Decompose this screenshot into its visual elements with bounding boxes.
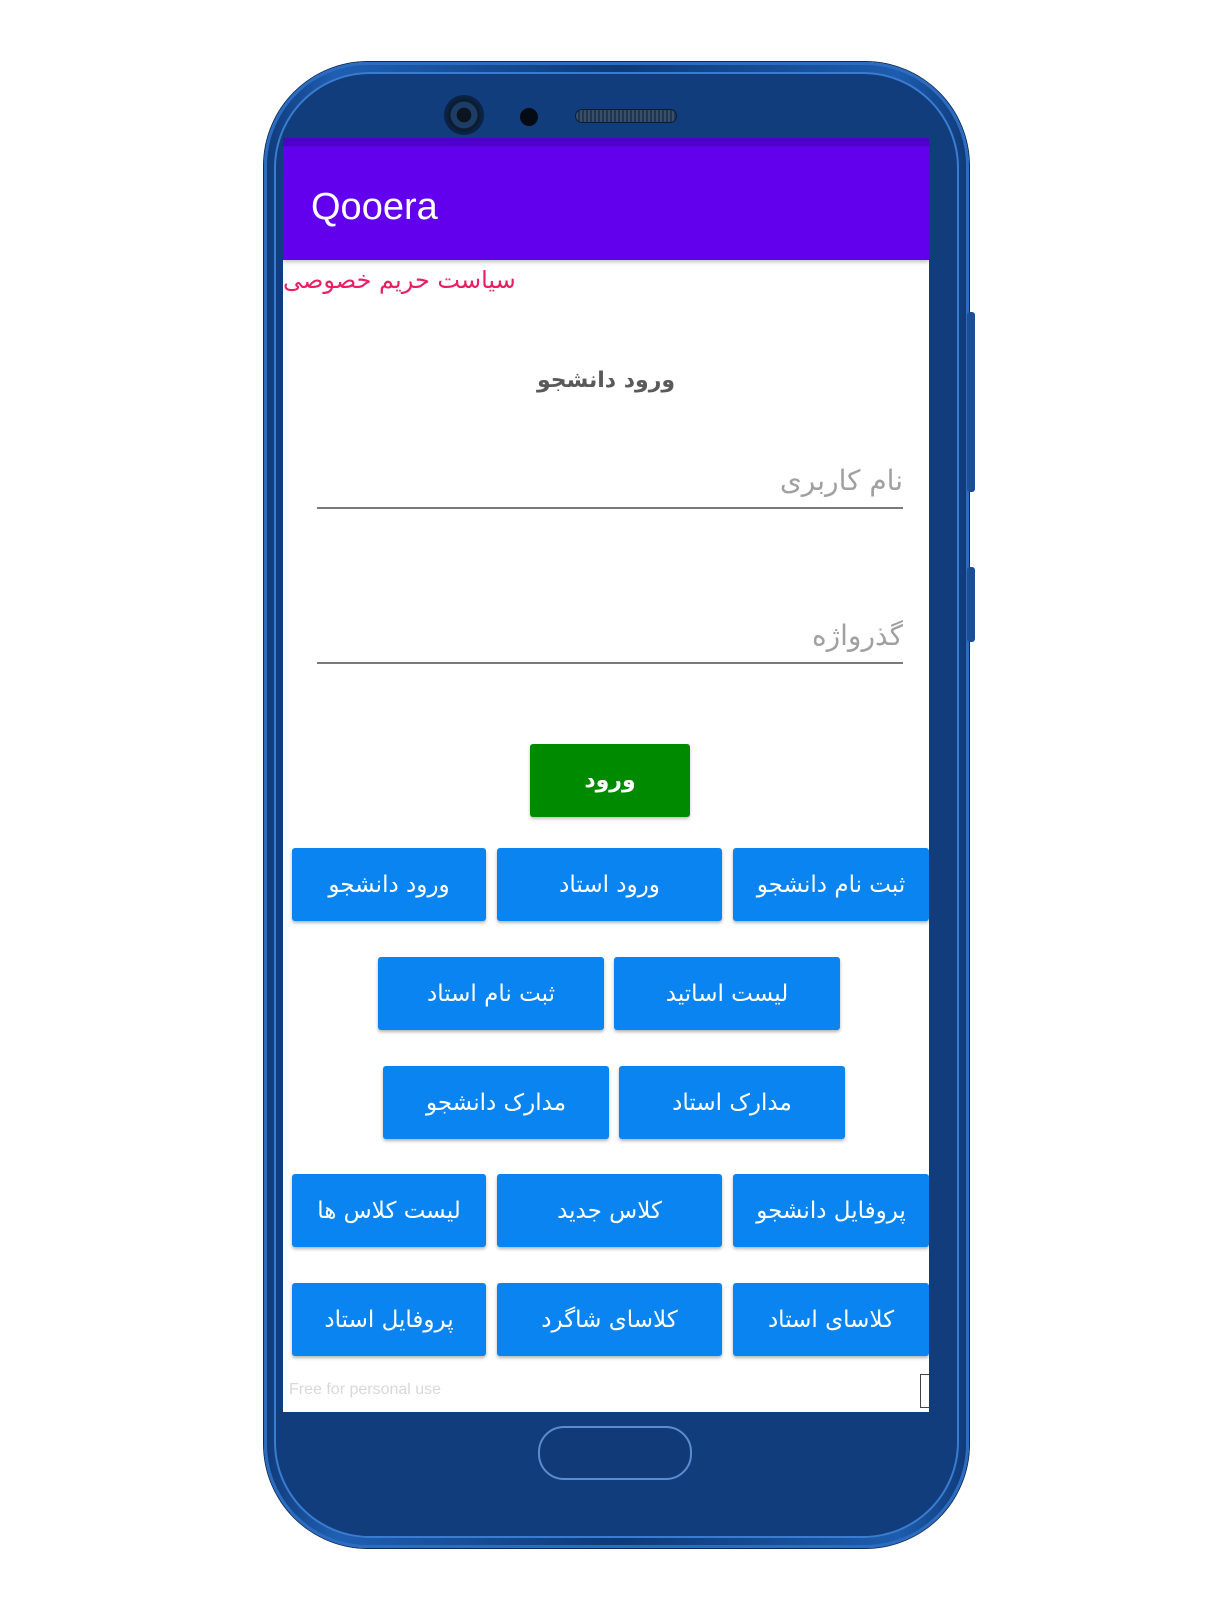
teacher-login-button[interactable]: ورود استاد [497,848,722,921]
student-documents-button[interactable]: مدارک دانشجو [383,1066,609,1139]
login-heading: ورود دانشجو [536,368,676,393]
teacher-classes-button[interactable]: کلاسای استاد [733,1283,929,1356]
status-bar [283,138,929,146]
scroll-edge-marker [920,1374,929,1408]
proximity-sensor-icon [520,108,538,126]
login-button[interactable]: ورود [530,744,690,817]
app-title: Qooera [311,186,438,228]
teacher-documents-button[interactable]: مدارک استاد [619,1066,845,1139]
app-screen [283,138,929,1412]
username-input[interactable] [317,453,903,509]
teacher-register-button[interactable]: ثبت نام استاد [378,957,604,1030]
student-login-button[interactable]: ورود دانشجو [292,848,486,921]
student-classes-button[interactable]: کلاسای شاگرد [497,1283,722,1356]
new-class-button[interactable]: کلاس جدید [497,1174,722,1247]
student-profile-button[interactable]: پروفایل دانشجو [733,1174,929,1247]
front-camera-icon [447,98,481,132]
privacy-policy-link[interactable]: سیاست حریم خصوصی [283,266,516,294]
earpiece-speaker-icon [576,110,676,122]
app-bar [283,146,929,260]
home-button[interactable] [538,1426,692,1480]
volume-button[interactable] [967,312,975,492]
student-register-button[interactable]: ثبت نام دانشجو [733,848,929,921]
password-input[interactable] [317,608,903,664]
watermark-text: Free for personal use [289,1381,442,1398]
power-button[interactable] [967,567,975,642]
teacher-profile-button[interactable]: پروفایل استاد [292,1283,486,1356]
teacher-list-button[interactable]: لیست اساتید [614,957,840,1030]
class-list-button[interactable]: لیست کلاس ها [292,1174,486,1247]
